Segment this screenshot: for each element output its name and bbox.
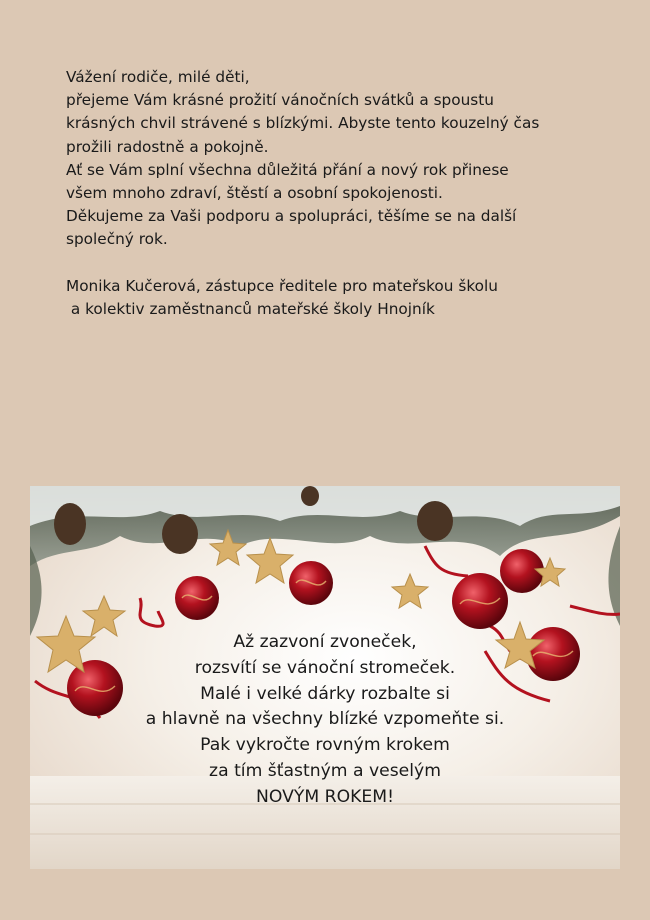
signature-line: Monika Kučerová, zástupce ředitele pro mateřskou školu: [66, 276, 498, 295]
paragraph-gap: [66, 252, 606, 275]
poem-line: NOVÝM ROKEM!: [256, 786, 394, 807]
signature-line: a kolektiv zaměstnanců mateřské školy Hnojník: [66, 299, 435, 318]
christmas-poem: [0, 630, 650, 811]
letter-line: Ať se Vám splní všechna důležitá přání a nový rok přinese: [66, 160, 509, 179]
poem-line: Pak vykročte rovným krokem: [200, 735, 450, 756]
letter-line: Děkujeme za Vaši podporu a spolupráci, těšíme se na další: [66, 207, 517, 226]
letter-line: všem mnoho zdraví, štěstí a osobní spokojenosti.: [66, 184, 443, 203]
letter-line: Vážení rodiče, milé děti,: [66, 68, 250, 86]
poem-line: Malé i velké dárky rozbalte si: [200, 683, 450, 704]
letter-line: společný rok.: [66, 230, 168, 249]
poem-line: za tím šťastným a veselým: [209, 760, 441, 781]
poem-line: rozsvítí se vánoční stromeček.: [194, 657, 456, 678]
letter-line: přejeme Vám krásné prožití vánočních svátků a spoustu: [66, 91, 494, 110]
greeting-letter: [66, 66, 606, 321]
poem-line: a hlavně na všechny blízké vzpomeňte si.: [145, 709, 505, 730]
poem-line: Až zazvoní zvoneček,: [233, 632, 417, 652]
letter-line: krásných chvil strávené s blízkými. Abyste tento kouzelný čas: [66, 114, 540, 133]
letter-line: prožili radostně a pokojně.: [66, 137, 269, 156]
